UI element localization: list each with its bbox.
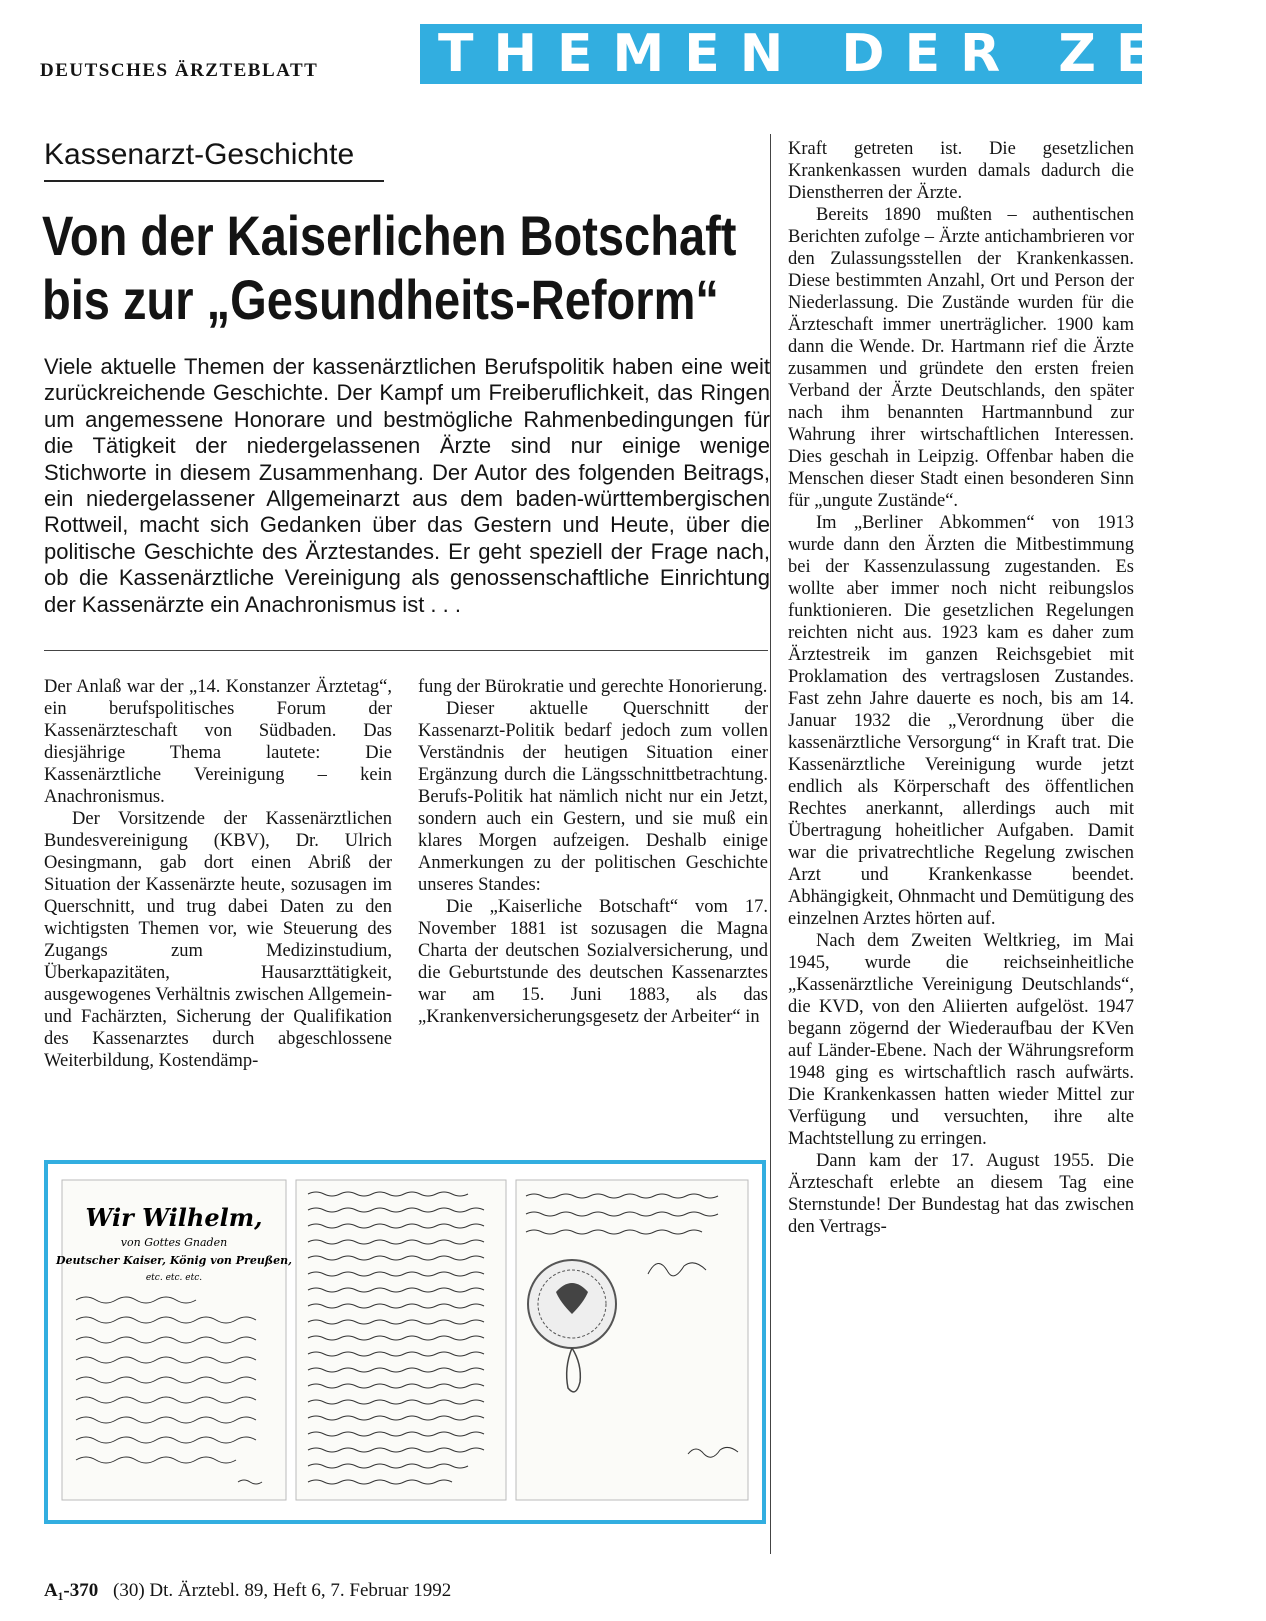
masthead: DEUTSCHES ÄRZTEBLATT	[40, 60, 319, 81]
column-2	[418, 676, 768, 1028]
document-title-line3: Deutscher Kaiser, König von Preußen,	[56, 1254, 292, 1267]
kicker: Kassenarzt-Geschichte	[44, 138, 355, 171]
paragraph: Der Vorsitzende der Kassenärztlichen Bundesvereinigung (KBV), Dr. Ulrich Oesingmann, gab dort einen Abriß der Situation der Kassenärzte heute, sozusagen im Querschnitt, und trug dabei Daten zu den wichtigsten Themen vor, wie Steuerung des Zugangs zum Medizinstudium, Überkapazitäten, Hausarzttätigkeit, ausgewogenes Verhältnis zwischen Allgemein- und Fachärzten, Sicherung der Qualifikation des Kassenarztes durch abgeschlossene Weiterbildung, Kostendämp-	[44, 809, 392, 1071]
headline: Von der Kaiserlichen Botschaft bis zur „Gesundheits-Reform“	[42, 204, 737, 331]
page-number: A₁-370	[44, 1580, 99, 1601]
document-title-line2: von Gottes Gnaden	[120, 1236, 228, 1249]
column-3	[788, 138, 1134, 1238]
paragraph: Kraft getreten ist. Die gesetzlichen Krankenkassen wurden damals dadurch die Dienstherren der Ärzte.	[788, 139, 1134, 203]
column-1	[44, 676, 392, 1072]
paragraph: fung der Bürokratie und gerechte Honorierung.	[418, 677, 768, 697]
document-title-line4: etc. etc. etc.	[145, 1273, 203, 1283]
paragraph: Der Anlaß war der „14. Konstanzer Ärztetag“, ein berufspolitisches Forum der Kassenärzteschaft von Südbaden. Das diesjährige Thema lautete: Die Kassenärztliche Vereinigung – kein Anachronismus.	[44, 677, 392, 807]
paragraph: Dieser aktuelle Querschnitt der Kassenarzt-Politik bedarf jedoch zum vollen Verständnis der heutigen Situation einer Ergänzung durch die Längsschnittbetrachtung. Berufs-Politik hat nämlich nicht nur ein Jetzt, sondern auch ein Gestern, und sie muß ein klares Morgen aufzeigen. Deshalb einige Anmerkungen zu der politischen Geschichte unseres Standes:	[418, 699, 768, 895]
citation: (30) Dt. Ärztebl. 89, Heft 6, 7. Februar 1992	[113, 1580, 452, 1601]
document-title-line1: Wir Wilhelm,	[85, 1203, 263, 1232]
document-facsimile	[48, 1164, 762, 1520]
paragraph: Die „Kaiserliche Botschaft“ vom 17. November 1881 ist sozusagen die Magna Charta der deutschen Sozialversicherung, und die Geburtstunde des deutschen Kassenarztes war am 15. Juni 1883, als das „Krankenversicherungsgesetz der Arbeiter“ in	[418, 897, 768, 1027]
historic-document-image	[44, 1160, 766, 1524]
section-banner: THEMEN DER ZEIT	[420, 24, 1142, 84]
paragraph: Im „Berliner Abkommen“ von 1913 wurde dann den Ärzten die Mitbestimmung bei der Kassenzulassung zugestanden. Es wollte aber immer noch nicht reibungslos funktionieren. Die gesetzlichen Regelungen reichten nicht aus. 1923 kam es daher zum Ärztestreik im ganzen Reichsgebiet mit Proklamation des vertragslosen Zustandes. Fast zehn Jahre dauerte es noch, bis am 14. Januar 1932 die „Verordnung über die kassenärztliche Versorgung“ in Kraft trat. Die Kassenärztliche Vereinigung wurde jetzt endlich als Körperschaft des öffentlichen Rechtes anerkannt, allerdings auch mit Übertragung hoheitlicher Aufgaben. Damit war die privatrechtliche Regelung zwischen Arzt und Krankenkasse beendet. Abhängigkeit, Ohnmacht und Demütigung des einzelnen Arztes hörten auf.	[788, 513, 1134, 929]
paragraph: Nach dem Zweiten Weltkrieg, im Mai 1945, wurde die reichseinheitliche „Kassenärztliche Vereinigung Deutschlands“, die KVD, von den Aliierten aufgelöst. 1947 begann zögernd der Wiederaufbau der KVen auf Länder-Ebene. Nach der Währungsreform 1948 ging es wirtschaftlich rasch aufwärts. Die Krankenkassen hatten wieder Mittel zur Verfügung und versuchten, ihre alte Machtstellung zu erringen.	[788, 931, 1134, 1149]
kicker-underline	[44, 180, 384, 182]
page-footer	[44, 1580, 451, 1602]
horizontal-rule	[44, 650, 768, 651]
column-rule	[770, 134, 771, 1554]
paragraph: Dann kam der 17. August 1955. Die Ärzteschaft erlebte an diesem Tag eine Sternstunde! Der Bundestag hat das zwischen den Vertrags-	[788, 1151, 1134, 1237]
lead-paragraph: Viele aktuelle Themen der kassenärztlichen Berufspolitik haben eine weit zurückreichende Geschichte. Der Kampf um Freiberuflichkeit, das Ringen um angemessene Honorare und bestmögliche Rahmenbedingungen für die Tätigkeit der niedergelassenen Ärzte sind nur einige wenige Stichworte in diesem Zusammenhang. Der Autor des folgenden Beitrags, ein niedergelassener Allgemeinarzt aus dem baden-württembergischen Rottweil, macht sich Gedanken über das Gestern und Heute, über die politische Geschichte des Ärztestandes. Er geht speziell der Frage nach, ob die Kassenärztliche Vereinigung als genossenschaftliche Einrichtung der Kassenärzte ein Anachronismus ist . . .	[44, 354, 770, 617]
paragraph: Bereits 1890 mußten – authentischen Berichten zufolge – Ärzte antichambrieren vor den Zulassungsstellen der Krankenkassen. Diese bestimmten Anzahl, Ort und Person der Niederlassung. Die Zustände wurden für die Ärzteschaft immer unerträglicher. 1900 kam dann die Wende. Dr. Hartmann rief die Ärzte zusammen und gründete den ersten freien Verband der Ärzte Deutschlands, den später nach ihm benannten Hartmannbund zur Wahrung ihrer wirtschaftlichen Interessen. Dies geschah in Leipzig. Offenbar haben die Menschen dieser Stadt einen besonderen Sinn für „ungute Zustände“.	[788, 205, 1134, 511]
